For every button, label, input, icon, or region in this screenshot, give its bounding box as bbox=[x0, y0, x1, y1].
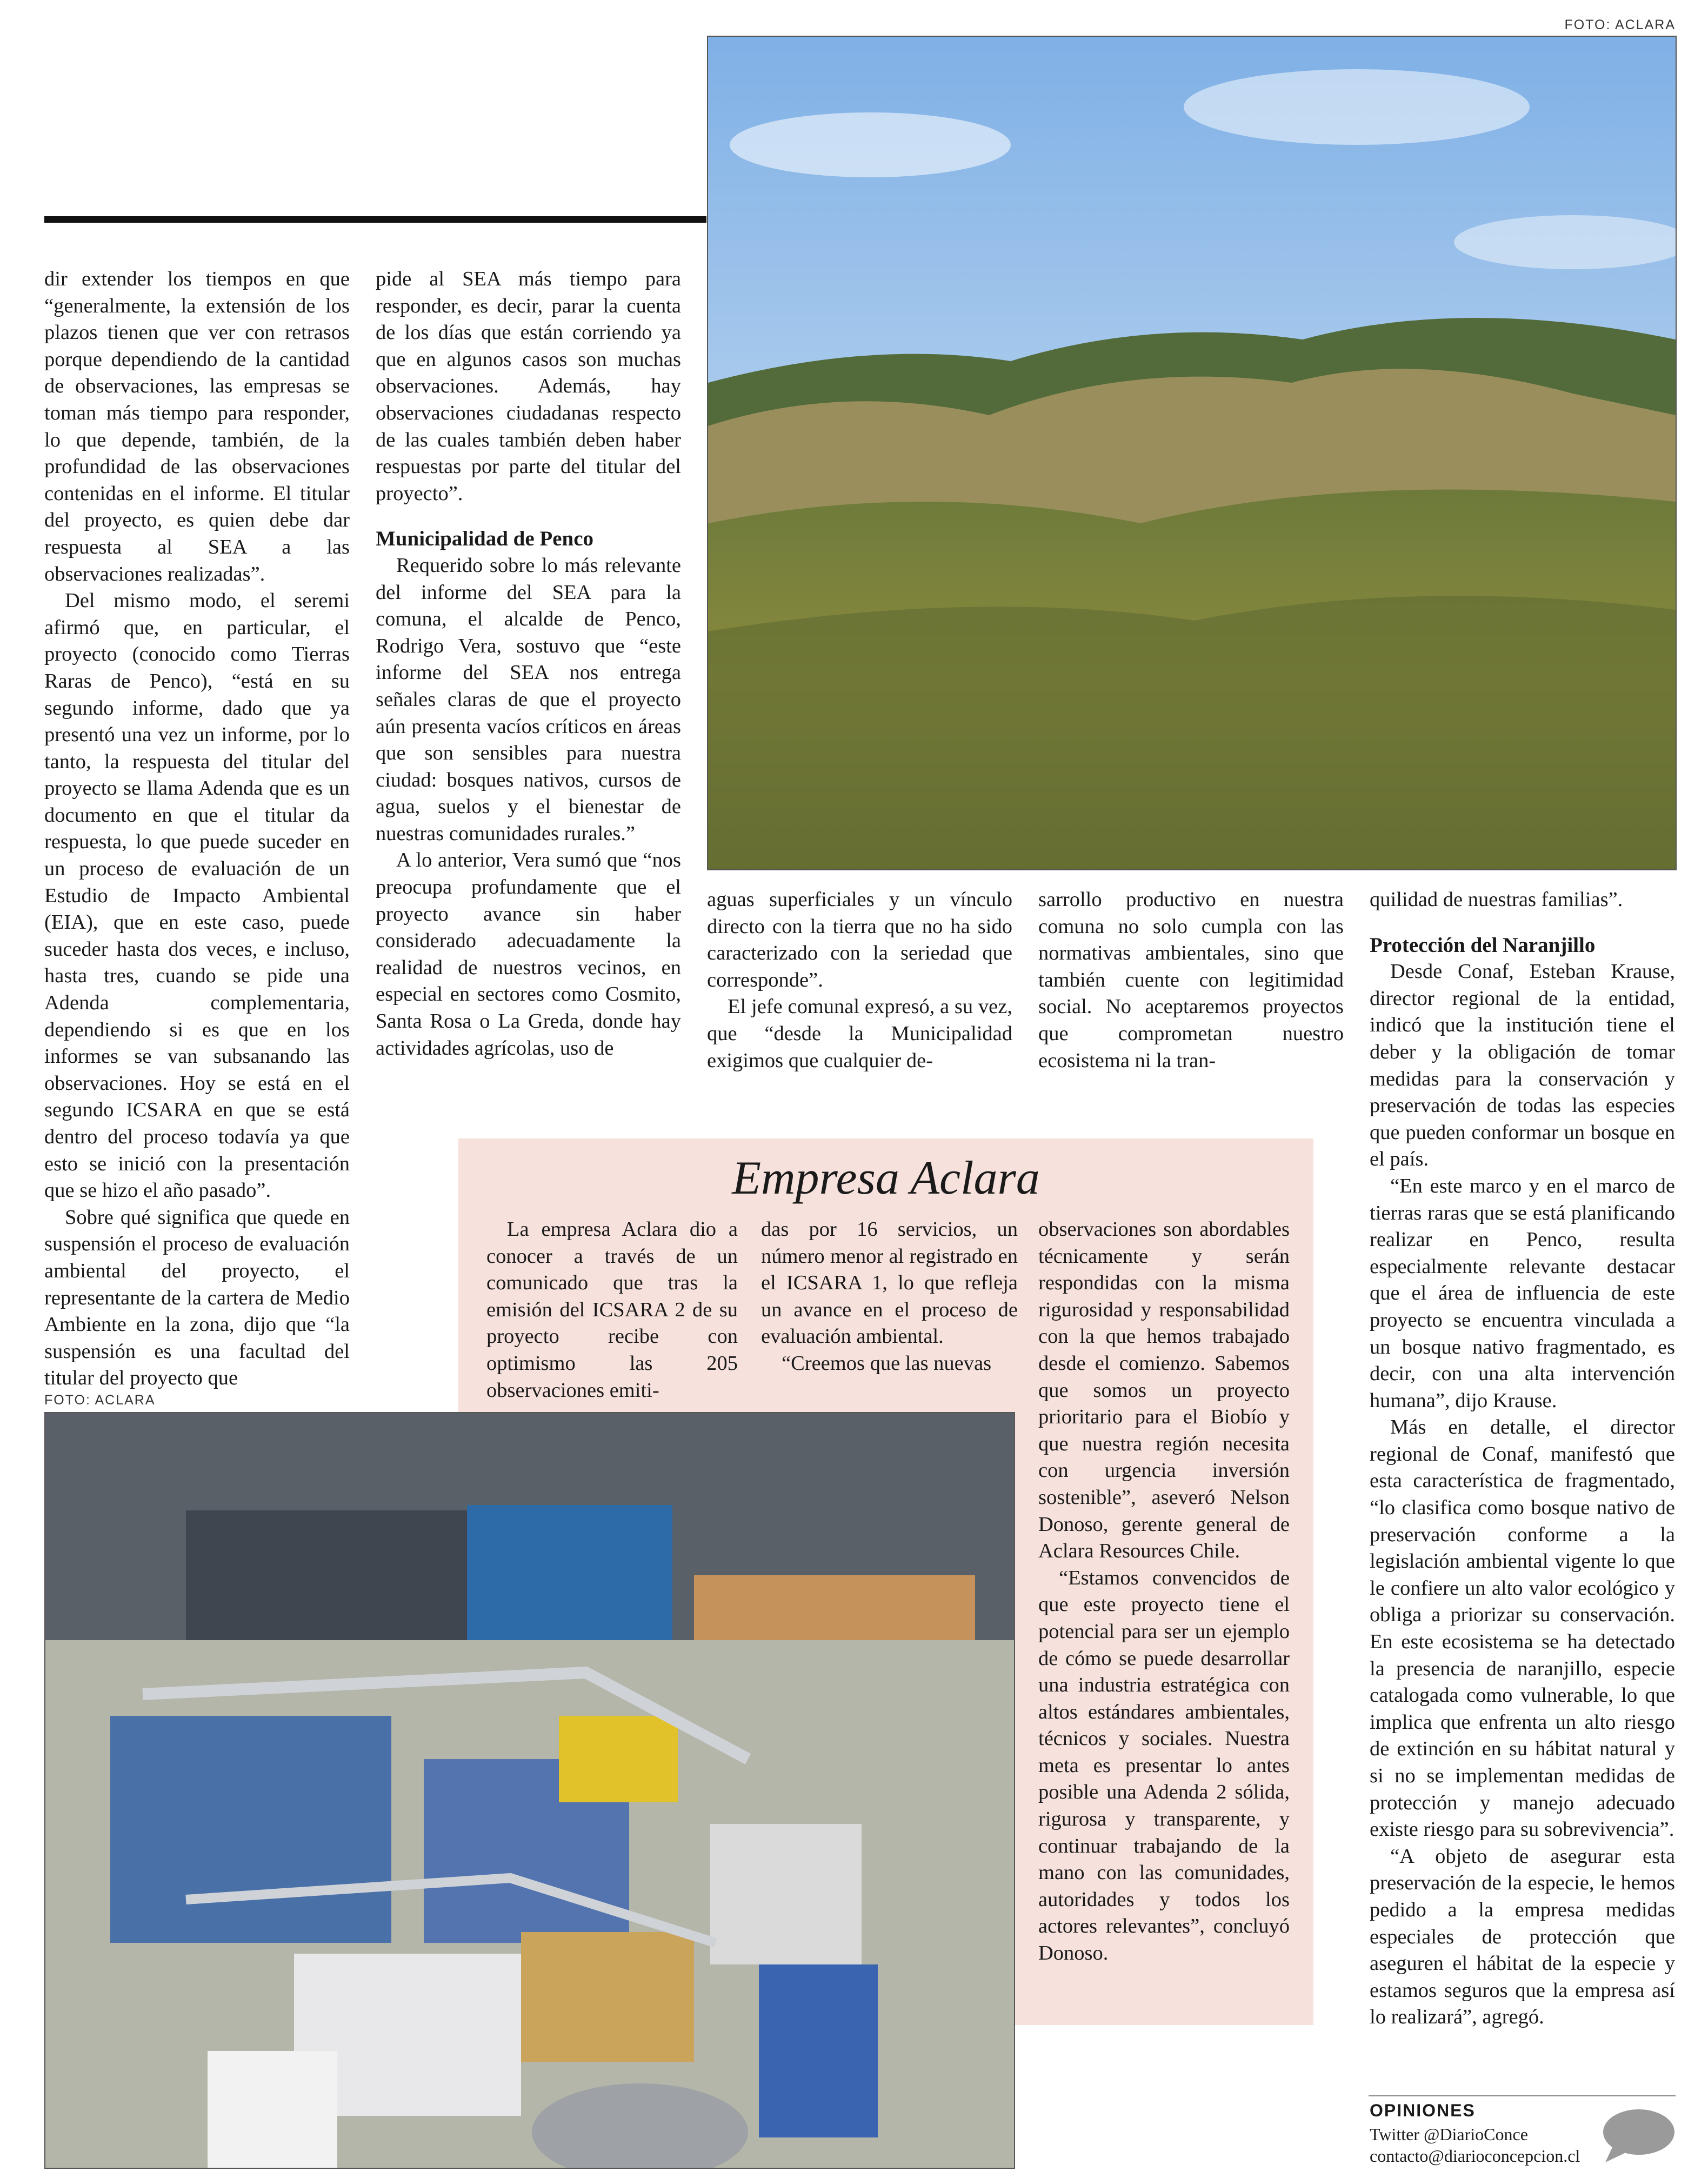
paragraph: Sobre qué significa que quede en suspensión el proceso de evaluación ambiental del proyecto, el representante de la cartera de Medio Ambiente en la zona, dijo que “la suspensión es una facultad del titular del proyecto que bbox=[44, 1205, 350, 1390]
article-column-4 bbox=[1038, 887, 1344, 1074]
paragraph: “En este marco y en el marco de tierras raras que se está planificando realizar en Penco, resulta especialmente relevante destacar que el área de influencia de este proyecto se encuentra vinculada a un bosque nativo fragmentado, es decir, con una alta intervención humana”, dijo Krause. bbox=[1370, 1174, 1675, 1412]
paragraph: pide al SEA más tiempo para responder, es decir, parar la cuenta de los días que están corriendo ya que en algunos casos son muchas observaciones. Además, hay observaciones ciudadanas respecto de las cuales también deben haber respuestas por parte del titular del proyecto”. bbox=[376, 268, 681, 505]
sidebar-column-3 bbox=[1038, 1216, 1290, 1967]
paragraph: “A objeto de asegurar esta preservación de la especie, le hemos pedido a la empresa medidas especiales de protección que aseguren el hábitat de la especie y estamos seguros que la empresa así lo realizará”, agregó. bbox=[1370, 1844, 1675, 2029]
paragraph: A lo anterior, Vera sumó que “nos preocupa profundamente que el proyecto avance sin haber considerado adecuadamente la realidad de nuestros vecinos, en especial en sectores como Cosmito, Santa Rosa o La Greda, donde hay actividades agrícolas, uso de bbox=[376, 849, 681, 1060]
sidebar-title: Empresa Aclara bbox=[732, 1152, 1040, 1204]
paragraph: El jefe comunal expresó, a su vez, que “desde la Municipalidad exigimos que cualquier de- bbox=[707, 995, 1012, 1072]
subheading-naranjillo: Protección del Naranjillo bbox=[1370, 933, 1596, 957]
subheading-municipalidad: Municipalidad de Penco bbox=[376, 527, 594, 551]
footer-heading: OPINIONES bbox=[1370, 2101, 1476, 2120]
sidebar-column-2 bbox=[761, 1216, 1018, 1377]
paragraph: “Estamos convencidos de que este proyecto tiene el potencial para ser un ejemplo de cómo se puede desarrollar una industria estratégica con altos estándares ambientales, técnicos y sociales. Nuestra meta es presentar lo antes posible una Adenda 2 sólida, rigurosa y transparente, y continuar trabajando de la mano con las comunidades, autoridades y todos los actores relevantes”, concluyó Donoso. bbox=[1038, 1566, 1290, 1965]
footer-twitter[interactable]: Twitter @DiarioConce bbox=[1370, 2124, 1528, 2144]
paragraph: Más en detalle, el director regional de Conaf, manifestó que esta característica de fragmentado, “lo clasifica como bosque nativo de preservación conforme a la legislación ambiental vigente lo que le confiere un alto valor ecológico y obliga a priorizar su conservación. En este ecosistema se ha detectado la presencia de naranjillo, especie catalogada como vulnerable, lo que implica que enfrenta un alto riesgo de extinción en su hábitat natural y si no se implementan medidas de protección y manejo adecuado existe riesgo para su sobrevivencia”. bbox=[1370, 1416, 1675, 1841]
paragraph: sarrollo productivo en nuestra comuna no solo cumpla con las normativas ambientales, sino que también cuente con legitimidad social. No aceptaremos proyectos que comprometan nuestro ecosistema ni la tran- bbox=[1038, 888, 1344, 1072]
paragraph: quilidad de nuestras familias”. bbox=[1370, 888, 1623, 911]
article-column-1 bbox=[44, 266, 350, 1392]
article-column-3 bbox=[707, 887, 1012, 1074]
sidebar-column-1 bbox=[486, 1216, 738, 1404]
paragraph: Desde Conaf, Esteban Krause, director regional de la entidad, indicó que la institución tiene el deber y la obligación de tomar medidas para la conservación y preservación de todas las especies que pueden conformar un bosque en el país. bbox=[1370, 960, 1675, 1171]
forest-landscape-photo bbox=[707, 36, 1677, 870]
paragraph: aguas superficiales y un vínculo directo con la tierra que no ha sido caracterizado con la seriedad que corresponde”. bbox=[707, 888, 1012, 991]
paragraph: observaciones son abordables técnicamente y serán respondidas con la misma rigurosidad y responsabilidad con la que hemos trabajado desde el comienzo. Sabemos que somos un proyecto prioritario para el Biobío y que nuestra región necesita con urgencia inversión sostenible”, aseveró Nelson Donoso, gerente general de Aclara Resources Chile. bbox=[1038, 1218, 1290, 1563]
paragraph: Del mismo modo, el seremi afirmó que, en particular, el proyecto (conocido como Tierras Raras de Penco), “está en su segundo informe, dado que ya presentó una vez un informe, por lo tanto, la respuesta del titular del proyecto se llama Adenda que es un documento en que el titular da respuesta, lo que puede suceder en un proceso de evaluación de un Estudio de Impacto Ambiental (EIA), que en este caso, puede suceder hasta dos veces, e incluso, hasta tres, cuando se pide una Adenda complementaria, dependiendo si es que en los informes se van subsanando las observaciones. Hoy se está en el segundo ICSARA en que se está dentro del proceso todavía ya que esto se inició con la presentación que se hizo el año pasado”. bbox=[44, 589, 350, 1202]
footer-rule bbox=[1369, 2095, 1676, 2096]
article-column-5 bbox=[1370, 887, 1675, 2031]
paragraph: “Creemos que las nuevas bbox=[782, 1351, 992, 1375]
photo-credit-top: FOTO: ACLARA bbox=[1564, 17, 1676, 32]
paragraph: das por 16 servicios, un número menor al registrado en el ICSARA 1, lo que refleja un avance en el proceso de evaluación ambiental. bbox=[761, 1218, 1018, 1348]
photo-credit-bottom: FOTO: ACLARA bbox=[44, 1393, 156, 1408]
paragraph: dir extender los tiempos en que “generalmente, la extensión de los plazos tienen que ver con retrasos porque dependiendo de la cantidad de observaciones, las empresas se toman más tiempo para responder, lo que depende, también, de la profundidad de las observaciones contenidas en el informe. El titular del proyecto, es quien debe dar respuesta al SEA a las observaciones realizadas”. bbox=[44, 268, 350, 585]
paragraph: La empresa Aclara dio a conocer a través de un comunicado que tras la emisión del ICSARA 2 de su proyecto recibe con optimismo las 205 observaciones emiti- bbox=[486, 1218, 738, 1402]
speech-bubble-icon bbox=[1600, 2106, 1676, 2166]
industrial-plant-photo bbox=[44, 1412, 1015, 2169]
paragraph: Requerido sobre lo más relevante del informe del SEA para la comuna, el alcalde de Penco, Rodrigo Vera, sostuvo que “este informe del SEA nos entrega señales claras de que el proyecto aún presenta vacíos críticos en áreas que son sensibles para nuestra ciudad: bosques nativos, cursos de agua, suelos y el bienestar de nuestras comunidades rurales.” bbox=[376, 554, 681, 845]
section-rule bbox=[44, 216, 706, 223]
article-column-2 bbox=[376, 266, 681, 1062]
footer-email[interactable]: contacto@diarioconcepcion.cl bbox=[1370, 2146, 1580, 2166]
